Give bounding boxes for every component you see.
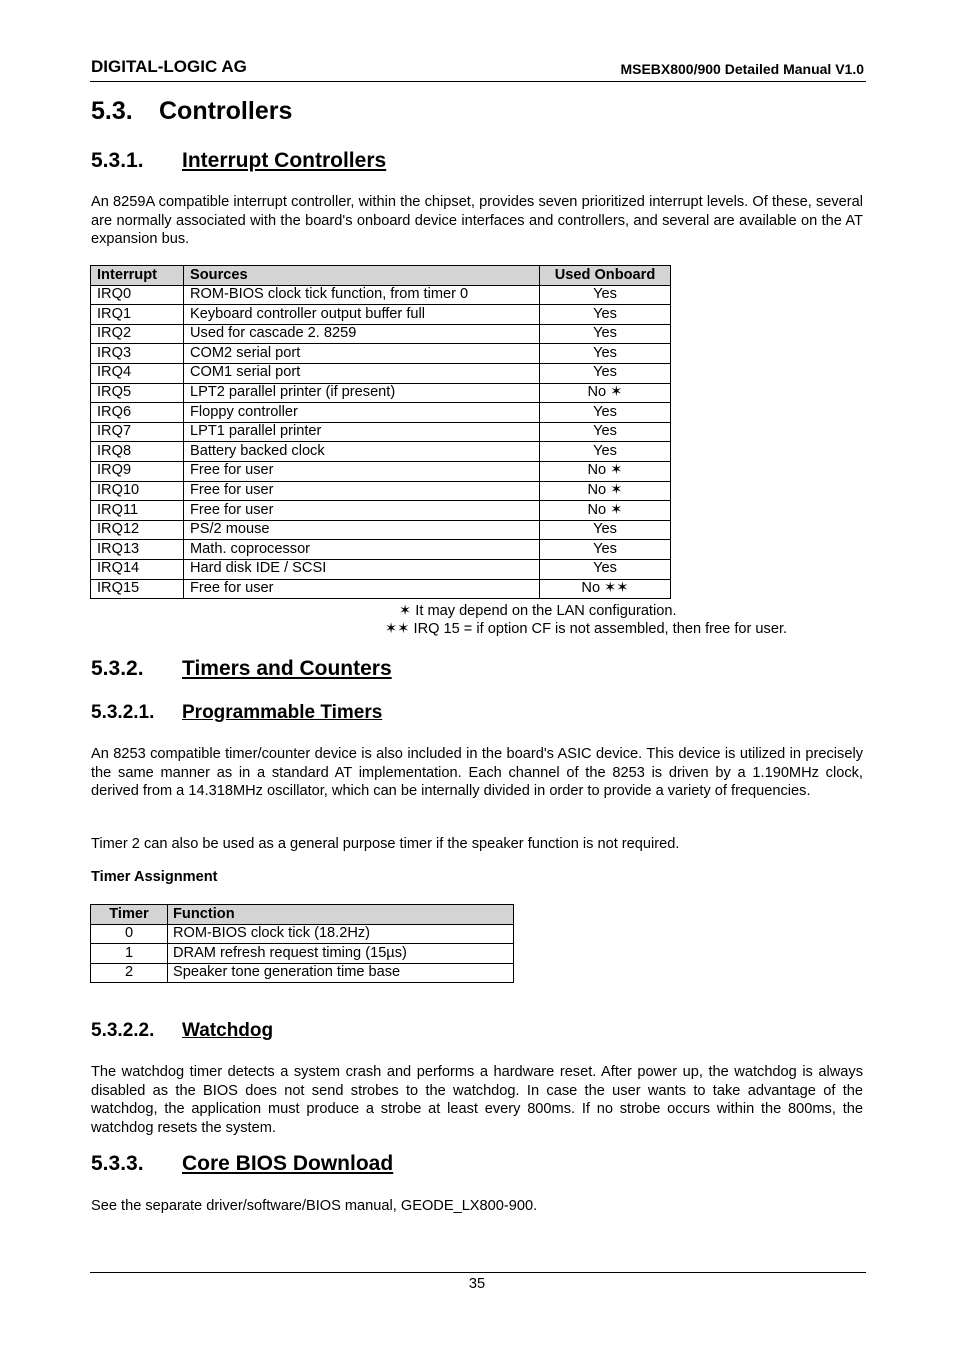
table-row — [91, 383, 671, 403]
programmable-timers-title: Programmable Timers — [182, 702, 383, 723]
irq-cell: IRQ1 — [91, 305, 184, 325]
function-cell: DRAM refresh request timing (15µs) — [168, 944, 514, 964]
used-onboard-cell: Yes — [540, 540, 671, 560]
table-row — [91, 305, 671, 325]
source-cell: Free for user — [184, 501, 540, 521]
col-interrupt-header: Interrupt — [91, 266, 184, 286]
used-onboard-cell: Yes — [540, 344, 671, 364]
used-onboard-cell: Yes — [540, 442, 671, 462]
irq-cell: IRQ15 — [91, 579, 184, 599]
irq-cell: IRQ10 — [91, 481, 184, 501]
programmable-timers-number: 5.3.2.1. — [91, 702, 155, 723]
col-used-onboard-header: Used Onboard — [540, 266, 671, 286]
irq-cell: IRQ9 — [91, 461, 184, 481]
programmable-timers-para: An 8253 compatible timer/counter device is also included in the board's ASIC device. This device is utilized in precisely the same manner as in a standard AT implementation. Each channel of the 8253 is driven by a 1.190MHz clock, derived from a 14.318MHz oscillator, which can be internally divided in order to provide a variety of frequencies. — [91, 746, 863, 800]
watchdog-number: 5.3.2.2. — [91, 1020, 155, 1041]
col-sources-header: Sources — [184, 266, 540, 286]
header-manual-title: MSEBX800/900 Detailed Manual V1.0 — [620, 61, 864, 77]
bios-number: 5.3.3. — [91, 1152, 144, 1175]
irq-cell: IRQ2 — [91, 324, 184, 344]
programmable-timers-heading — [91, 702, 382, 724]
bios-title: Core BIOS Download — [182, 1152, 394, 1175]
col-function-header: Function — [168, 905, 514, 925]
source-cell: LPT1 parallel printer — [184, 422, 540, 442]
irq-cell: IRQ12 — [91, 520, 184, 540]
interrupt-number: 5.3.1. — [91, 149, 144, 172]
interrupt-table-header — [91, 266, 671, 286]
table-row — [91, 963, 514, 983]
footer-rule — [90, 1272, 866, 1273]
source-cell: LPT2 parallel printer (if present) — [184, 383, 540, 403]
source-cell: ROM-BIOS clock tick function, from timer 0 — [184, 285, 540, 305]
header-company: DIGITAL-LOGIC AG — [91, 57, 247, 76]
col-timer-header: Timer — [91, 905, 168, 925]
timer-assignment-title: Timer Assignment — [91, 869, 218, 885]
irq-cell: IRQ4 — [91, 363, 184, 383]
source-cell: Free for user — [184, 461, 540, 481]
source-cell: Free for user — [184, 579, 540, 599]
source-cell: Hard disk IDE / SCSI — [184, 559, 540, 579]
irq-cell: IRQ7 — [91, 422, 184, 442]
interrupt-title: Interrupt Controllers — [182, 149, 387, 172]
timers-title: Timers and Counters — [182, 657, 392, 680]
source-cell: COM1 serial port — [184, 363, 540, 383]
source-cell: Used for cascade 2. 8259 — [184, 324, 540, 344]
source-cell: Math. coprocessor — [184, 540, 540, 560]
watchdog-heading — [91, 1020, 273, 1042]
timers-number: 5.3.2. — [91, 657, 144, 680]
table-row — [91, 324, 671, 344]
table-row — [91, 344, 671, 364]
irq-cell: IRQ13 — [91, 540, 184, 560]
watchdog-title: Watchdog — [182, 1020, 274, 1041]
table-row — [91, 579, 671, 599]
lan-footnote: ✶ It may depend on the LAN configuration. — [399, 603, 677, 619]
timer2-para: Timer 2 can also be used as a general purpose timer if the speaker function is not required. — [91, 836, 680, 852]
used-onboard-cell: Yes — [540, 422, 671, 442]
function-cell: Speaker tone generation time base — [168, 963, 514, 983]
timer-cell: 2 — [91, 963, 168, 983]
source-cell: PS/2 mouse — [184, 520, 540, 540]
table-row — [91, 501, 671, 521]
table-row — [91, 481, 671, 501]
used-onboard-cell: Yes — [540, 285, 671, 305]
irq15-footnote: ✶✶ IRQ 15 = if option CF is not assembled, then free for user. — [385, 621, 788, 637]
irq-cell: IRQ8 — [91, 442, 184, 462]
source-cell: Battery backed clock — [184, 442, 540, 462]
interrupt-table — [90, 265, 671, 599]
interrupt-table-body — [91, 285, 671, 599]
irq-cell: IRQ14 — [91, 559, 184, 579]
table-row — [91, 559, 671, 579]
irq-cell: IRQ0 — [91, 285, 184, 305]
table-row — [91, 924, 514, 944]
page-number: 35 — [468, 1276, 486, 1292]
irq-cell: IRQ6 — [91, 403, 184, 423]
table-row — [91, 285, 671, 305]
interrupt-heading — [91, 149, 386, 173]
used-onboard-cell: No ✶ — [540, 383, 671, 403]
timers-heading — [91, 657, 392, 681]
source-cell: Floppy controller — [184, 403, 540, 423]
header-rule — [90, 81, 866, 82]
used-onboard-cell: Yes — [540, 559, 671, 579]
timer-cell: 1 — [91, 944, 168, 964]
table-row — [91, 461, 671, 481]
timer-cell: 0 — [91, 924, 168, 944]
used-onboard-cell: No ✶ — [540, 461, 671, 481]
timer-table-body — [91, 924, 514, 983]
table-row — [91, 422, 671, 442]
used-onboard-cell: No ✶ — [540, 481, 671, 501]
watchdog-para: The watchdog timer detects a system crash and performs a hardware reset. After power up, the watchdog is always disabled as the BIOS does not send strobes to the watchdog. In case the user wants to take advantage of the watchdog, the application must produce a strobe at least every 800ms. If no strobe occurs within the 800ms, the watchdog resets the system. — [91, 1064, 863, 1136]
section-number: 5.3. — [91, 97, 133, 125]
table-row — [91, 363, 671, 383]
table-row — [91, 944, 514, 964]
used-onboard-cell: Yes — [540, 363, 671, 383]
table-row — [91, 442, 671, 462]
section-title: Controllers — [159, 97, 293, 125]
section-heading — [91, 97, 292, 126]
bios-para: See the separate driver/software/BIOS manual, GEODE_LX800-900. — [91, 1198, 538, 1214]
timer-table — [90, 904, 514, 983]
used-onboard-cell: Yes — [540, 520, 671, 540]
interrupt-intro: An 8259A compatible interrupt controller, within the chipset, provides seven prioritized interrupt levels. Of these, several are normally associated with the board's onboard device interfaces and controllers, and several are available on the AT expansion bus. — [91, 194, 863, 248]
function-cell: ROM-BIOS clock tick (18.2Hz) — [168, 924, 514, 944]
irq-cell: IRQ11 — [91, 501, 184, 521]
source-cell: Keyboard controller output buffer full — [184, 305, 540, 325]
used-onboard-cell: Yes — [540, 324, 671, 344]
used-onboard-cell: No ✶✶ — [540, 579, 671, 599]
irq-cell: IRQ3 — [91, 344, 184, 364]
table-row — [91, 403, 671, 423]
used-onboard-cell: Yes — [540, 305, 671, 325]
table-row — [91, 540, 671, 560]
used-onboard-cell: Yes — [540, 403, 671, 423]
bios-heading — [91, 1152, 393, 1176]
irq-cell: IRQ5 — [91, 383, 184, 403]
source-cell: Free for user — [184, 481, 540, 501]
used-onboard-cell: No ✶ — [540, 501, 671, 521]
timer-table-header — [91, 905, 514, 925]
table-row — [91, 520, 671, 540]
source-cell: COM2 serial port — [184, 344, 540, 364]
